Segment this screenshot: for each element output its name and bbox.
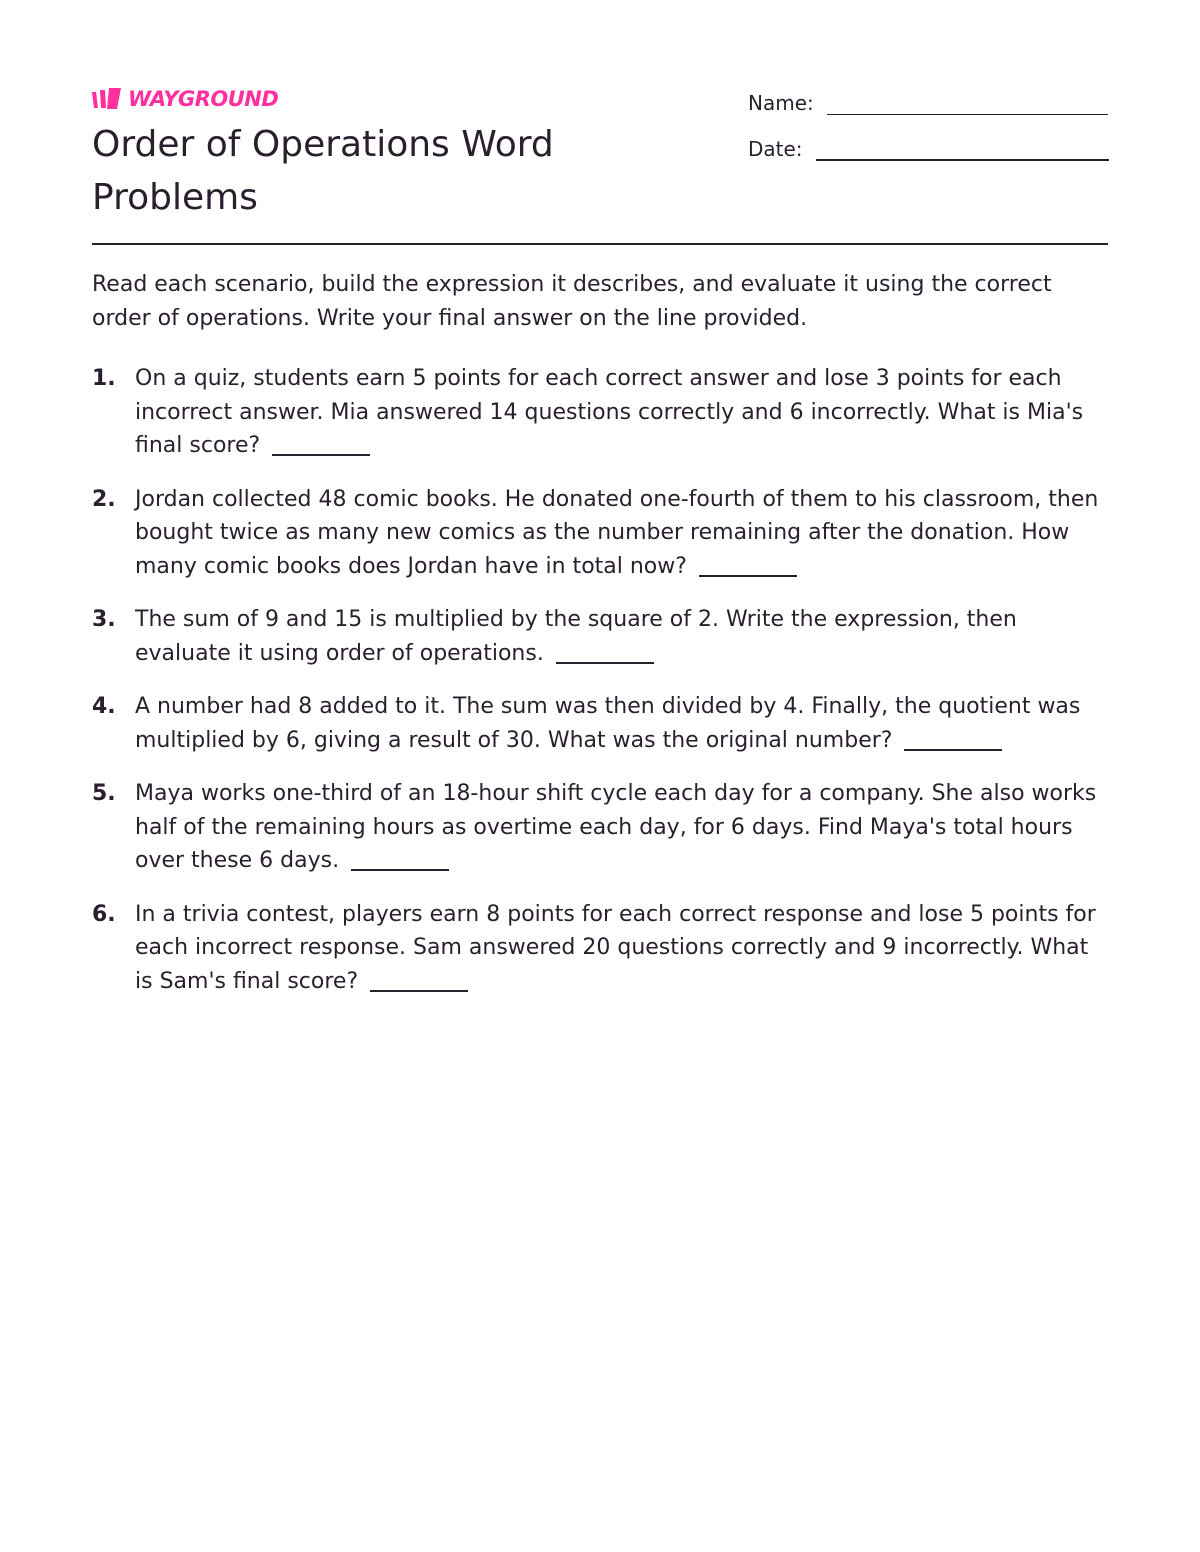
- question-body: [135, 362, 1108, 463]
- date-field: [748, 133, 1109, 161]
- date-input-line[interactable]: [816, 133, 1109, 161]
- question-item: [92, 898, 1108, 999]
- question-text: On a quiz, students earn 5 points for each correct answer and lose 3 points for each incorrect answer. Mia answered 14 questions correctly and 6 incorrectly. What is Mia's final score?: [135, 366, 1084, 458]
- page-title: Order of Operations Word Problems: [92, 124, 554, 218]
- question-text: A number had 8 added to it. The sum was then divided by 4. Finally, the quotient was multiplied by 6, giving a result of 30. What was the original number?: [135, 694, 1081, 753]
- question-item: [92, 483, 1108, 584]
- brand-name: WAYGROUND: [128, 87, 279, 111]
- name-field: [748, 88, 1108, 115]
- question-number: 3.: [92, 607, 116, 632]
- question-body: [135, 777, 1108, 878]
- question-number: 6.: [92, 901, 116, 927]
- name-input-line[interactable]: [827, 88, 1108, 115]
- brand-logo: [92, 86, 278, 112]
- answer-line[interactable]: [351, 847, 449, 871]
- question-text: In a trivia contest, players earn 8 points for each correct response and lose 5 points for each incorrect response. Sam answered 20 questions correctly and 9 incorrectly. What is Sam's final score?: [135, 901, 1096, 994]
- question-list: [92, 362, 1108, 1018]
- question-text: The sum of 9 and 15 is multiplied by the square of 2. Write the expression, then evaluate it using order of operations.: [135, 607, 1017, 666]
- answer-line[interactable]: [370, 968, 468, 992]
- name-label: Name:: [748, 91, 814, 115]
- question-item: [92, 690, 1108, 757]
- instructions: Read each scenario, build the expression it describes, and evaluate it using the correct order of operations. Write your final answer on the line provided.: [92, 272, 1052, 331]
- date-label: Date:: [748, 137, 803, 161]
- question-text: Maya works one-third of an 18-hour shift cycle each day for a company. She also works half of the remaining hours as overtime each day, for 6 days. Find Maya's total hours over these 6 days.: [135, 781, 1097, 873]
- question-text: Jordan collected 48 comic books. He donated one-fourth of them to his classroom, then bought twice as many new comics as the number remaining after the donation. How many comic books does Jordan have in total now?: [135, 486, 1099, 579]
- question-number: 4.: [92, 694, 116, 719]
- question-item: [92, 362, 1108, 463]
- question-number: 1.: [92, 366, 116, 391]
- question-item: [92, 603, 1108, 670]
- answer-line[interactable]: [556, 640, 654, 664]
- question-number: 5.: [92, 781, 116, 806]
- answer-line[interactable]: [904, 727, 1002, 751]
- question-number: 2.: [92, 486, 116, 512]
- question-body: [135, 690, 1108, 757]
- question-body: [135, 603, 1108, 670]
- question-item: [92, 777, 1108, 878]
- answer-line[interactable]: [272, 432, 370, 456]
- question-body: [135, 483, 1108, 584]
- question-body: [135, 898, 1108, 999]
- answer-line[interactable]: [699, 553, 797, 577]
- wayground-logo-icon: [92, 88, 122, 110]
- header-divider: [92, 243, 1108, 245]
